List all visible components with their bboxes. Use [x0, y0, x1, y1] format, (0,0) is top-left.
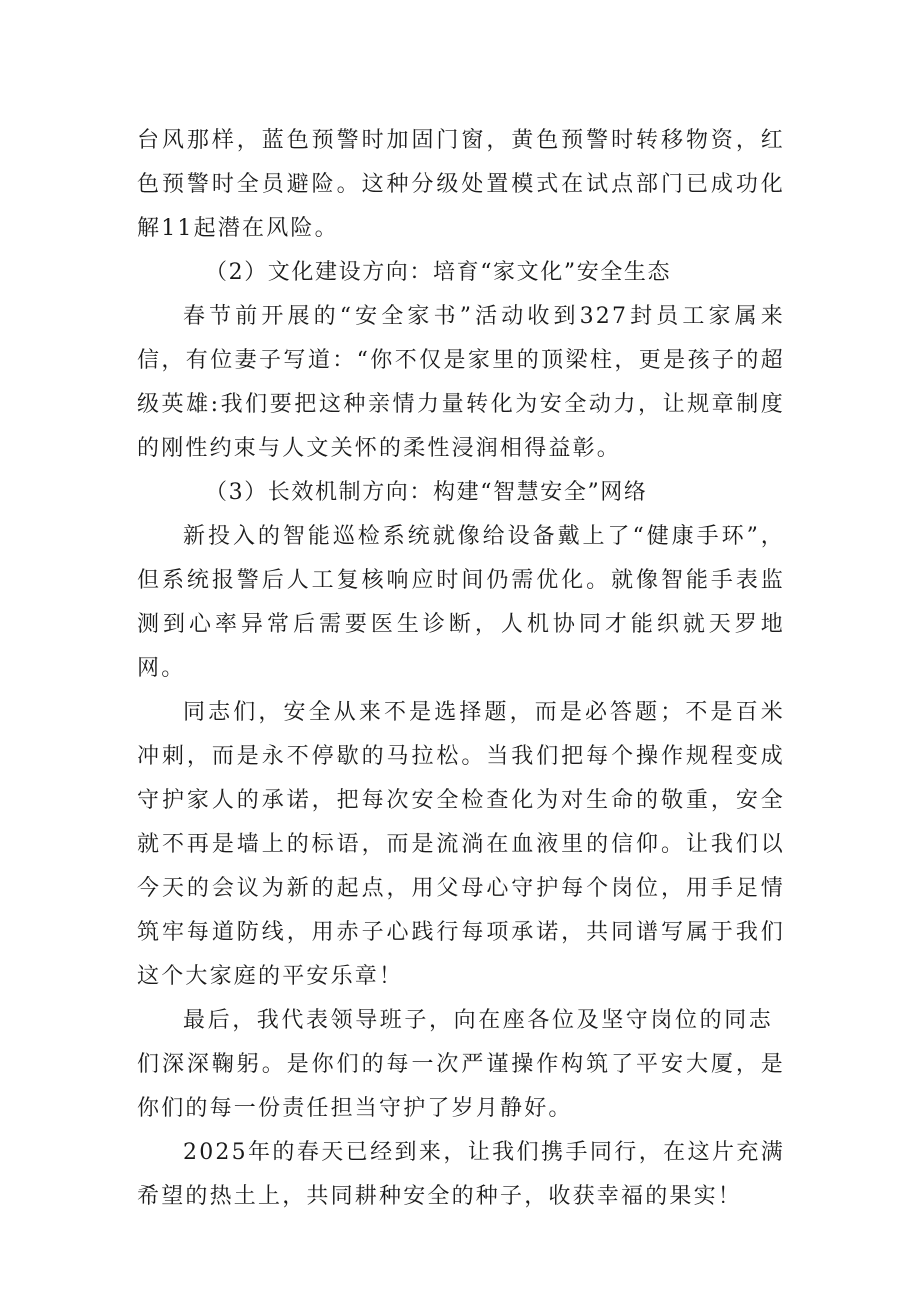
paragraph-closing: 2025年的春天已经到来，让我们携手同行，在这片充满希望的热土上，共同耕种安全的种子，收获幸福的果实！ — [137, 1140, 785, 1209]
paragraph-safety-letters: 春节前开展的“安全家书”活动收到327封员工家属来信，有位妻子写道：“你不仅是家里的顶梁柱，更是孩子的超级英雄:我们要把这种亲情力量转化为安全动力，让规章制度的刚性约束与人文关怀的柔性浸润相得益彰。 — [137, 304, 785, 461]
paragraph-thanks-rest: 们深深鞠躬。是你们的每一次严谨操作构筑了平安大厦，是你们的每一份责任担当守护了岁月静好。 — [137, 1052, 785, 1121]
section-heading-smart-safety: （3）长效机制方向：构建“智慧安全”网络 — [205, 480, 648, 505]
paragraph-thanks-line1: 最后，我代表领导班子，向在座各位及坚守岗位的同志 — [183, 1008, 774, 1033]
paragraph-smart-inspection: 新投入的智能巡检系统就像给设备戴上了“健康手环”，但系统报警后人工复核响应时间仍需优化。就像智能手表监测到心率异常后需要医生诊断，人机协同才能织就天罗地网。 — [137, 524, 785, 681]
paragraph-warning-levels: 台风那样，蓝色预警时加固门窗，黄色预警时转移物资，红色预警时全员避险。这种分级处置模式在试点部门已成功化解11起潜在风险。 — [137, 128, 785, 241]
document-body — [137, 119, 785, 1219]
paragraph-comrades-call: 同志们，安全从来不是选择题，而是必答题；不是百米冲刺，而是永不停歇的马拉松。当我们把每个操作规程变成守护家人的承诺，把每次安全检查化为对生命的敬重，安全就不再是墙上的标语，而是流淌在血液里的信仰。让我们以今天的会议为新的起点，用父母心守护每个岗位，用手足情筑牢每道防线，用赤子心践行每项承诺，共同谱写属于我们这个大家庭的平安乐章！ — [137, 700, 785, 989]
section-heading-culture: （2）文化建设方向：培育“家文化”安全生态 — [205, 260, 672, 285]
